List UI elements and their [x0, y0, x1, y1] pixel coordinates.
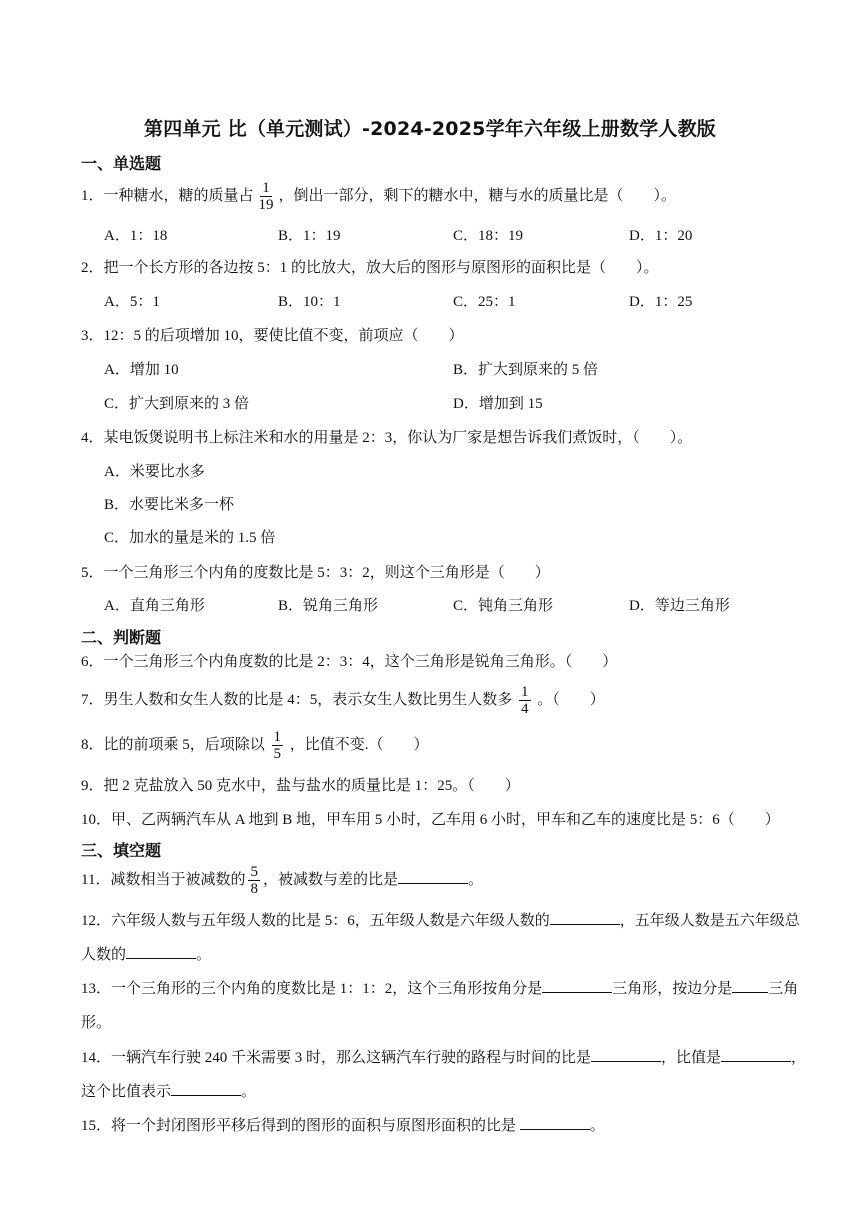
- question-11: [81, 860, 483, 900]
- answer-blank[interactable]: [171, 1081, 241, 1096]
- answer-blank[interactable]: [520, 1115, 590, 1130]
- question-14: [81, 1041, 811, 1109]
- option-c[interactable]: C．加水的量是米的 1.5 倍: [104, 530, 276, 546]
- section-heading-fill-blank: 三、填空题: [81, 841, 162, 860]
- answer-blank[interactable]: [542, 978, 612, 993]
- answer-blank[interactable]: [591, 1047, 661, 1062]
- question-8: [81, 725, 429, 765]
- question-15-text-b: 。: [589, 1118, 605, 1134]
- question-1: [81, 176, 676, 216]
- question-14-text-c: ，这个比值表示: [81, 1050, 807, 1100]
- fraction-numerator: 1: [521, 684, 529, 701]
- option-b[interactable]: B．1：19: [278, 228, 341, 244]
- fraction: [257, 180, 276, 213]
- question-10: 10．甲、乙两辆汽车从 A 地到 B 地，甲车用 5 小时，乙车用 6 小时，甲车和乙车的速度比是 5：6（ ）: [81, 812, 780, 828]
- answer-blank[interactable]: [550, 910, 620, 925]
- question-5: 5．一个三角形三个内角的度数比是 5：3：2，则这个三角形是（ ）: [81, 565, 550, 581]
- option-d[interactable]: D．增加到 15: [453, 396, 543, 412]
- fraction: [272, 729, 284, 762]
- answer-blank[interactable]: [732, 978, 768, 993]
- question-7-text-b: 。（ ）: [537, 692, 605, 708]
- question-1-text-a: 1．一种糖水，糖的质量占: [81, 188, 254, 204]
- option-d[interactable]: D．1：20: [629, 228, 693, 244]
- question-14-text-a: 14．一辆汽车行驶 240 千米需要 3 时，那么这辆汽车行驶的路程与时间的比是: [81, 1050, 592, 1066]
- option-d[interactable]: D．1：25: [629, 294, 693, 310]
- section-heading-true-false: 二、判断题: [81, 628, 162, 647]
- question-15: [81, 1115, 605, 1136]
- option-b[interactable]: B．10：1: [278, 294, 341, 310]
- option-b[interactable]: B．水要比米多一杯: [104, 497, 235, 513]
- question-12-text-c: 。: [196, 947, 212, 963]
- question-13-text-b: 三角形，按边分是: [612, 981, 733, 997]
- fraction-denominator: 8: [250, 881, 258, 898]
- question-11-text-c: 。: [467, 872, 483, 888]
- question-1-text-b: ，倒出一部分，剩下的糖水中，糖与水的质量比是（ ）。: [278, 188, 677, 204]
- answer-blank[interactable]: [126, 944, 196, 959]
- question-8-text-b: ，比值不变.（ ）: [289, 737, 429, 753]
- question-12-text-b: ，五年级人数是五六年级总人数的: [81, 913, 800, 963]
- fraction: [519, 684, 531, 717]
- question-15-text-a: 15．将一个封闭图形平移后得到的图形的面积与原图形面积的比是: [81, 1118, 520, 1134]
- question-13-text-c: 三角形。: [81, 981, 799, 1031]
- question-11-text-b: ，被减数与差的比是: [262, 872, 398, 888]
- question-14-text-b: ，比值是: [661, 1050, 722, 1066]
- section-heading-single-choice: 一、单选题: [81, 154, 162, 173]
- option-a[interactable]: A．米要比水多: [104, 464, 205, 480]
- fraction-denominator: 5: [273, 746, 282, 763]
- question-9: 9．把 2 克盐放入 50 克水中，盐与盐水的质量比是 1：25。（ ）: [81, 778, 520, 794]
- answer-blank[interactable]: [721, 1047, 791, 1062]
- answer-blank[interactable]: [398, 869, 468, 884]
- option-c[interactable]: C．钝角三角形: [453, 598, 554, 614]
- option-a[interactable]: A．5：1: [104, 294, 160, 310]
- fraction: [248, 864, 260, 897]
- question-2: 2．把一个长方形的各边按 5：1 的比放大，放大后的图形与原图形的面积比是（ ）。: [81, 260, 659, 276]
- option-c[interactable]: C．扩大到原来的 3 倍: [104, 396, 250, 412]
- question-11-text-a: 11．减数相当于被减数的: [81, 872, 246, 888]
- question-13: [81, 972, 811, 1040]
- option-a[interactable]: A．直角三角形: [104, 598, 205, 614]
- option-d[interactable]: D．等边三角形: [629, 598, 730, 614]
- option-b[interactable]: B．锐角三角形: [278, 598, 379, 614]
- fraction-numerator: 1: [273, 729, 282, 746]
- fraction-numerator: 5: [250, 864, 258, 881]
- question-3: 3．12：5 的后项增加 10，要使比值不变，前项应（ ）: [81, 328, 464, 344]
- page-title: 第四单元 比（单元测试）-2024-2025学年六年级上册数学人教版: [144, 118, 716, 140]
- question-12-text-a: 12．六年级人数与五年级人数的比是 5：6，五年级人数是六年级人数的: [81, 913, 550, 929]
- fraction-denominator: 19: [258, 197, 274, 214]
- fraction-numerator: 1: [262, 180, 270, 197]
- option-c[interactable]: C．18：19: [453, 228, 524, 244]
- question-7: [81, 680, 605, 720]
- question-14-text-d: 。: [241, 1084, 257, 1100]
- option-a[interactable]: A．增加 10: [104, 362, 179, 378]
- option-b[interactable]: B．扩大到原来的 5 倍: [453, 362, 599, 378]
- option-a[interactable]: A．1：18: [104, 228, 168, 244]
- question-7-text-a: 7．男生人数和女生人数的比是 4：5，表示女生人数比男生人数多: [81, 692, 513, 708]
- question-4: 4．某电饭煲说明书上标注米和水的用量是 2：3，你认为厂家是想告诉我们煮饭时，（ ）。: [81, 430, 693, 446]
- question-13-text-a: 13．一个三角形的三个内角的度数比是 1：1：2，这个三角形按角分是: [81, 981, 543, 997]
- question-12: [81, 904, 811, 972]
- question-6: 6．一个三角形三个内角度数的比是 2：3：4，这个三角形是锐角三角形。（ ）: [81, 654, 618, 670]
- fraction-denominator: 4: [521, 701, 529, 718]
- option-c[interactable]: C．25：1: [453, 294, 516, 310]
- question-8-text-a: 8．比的前项乘 5，后项除以: [81, 737, 265, 753]
